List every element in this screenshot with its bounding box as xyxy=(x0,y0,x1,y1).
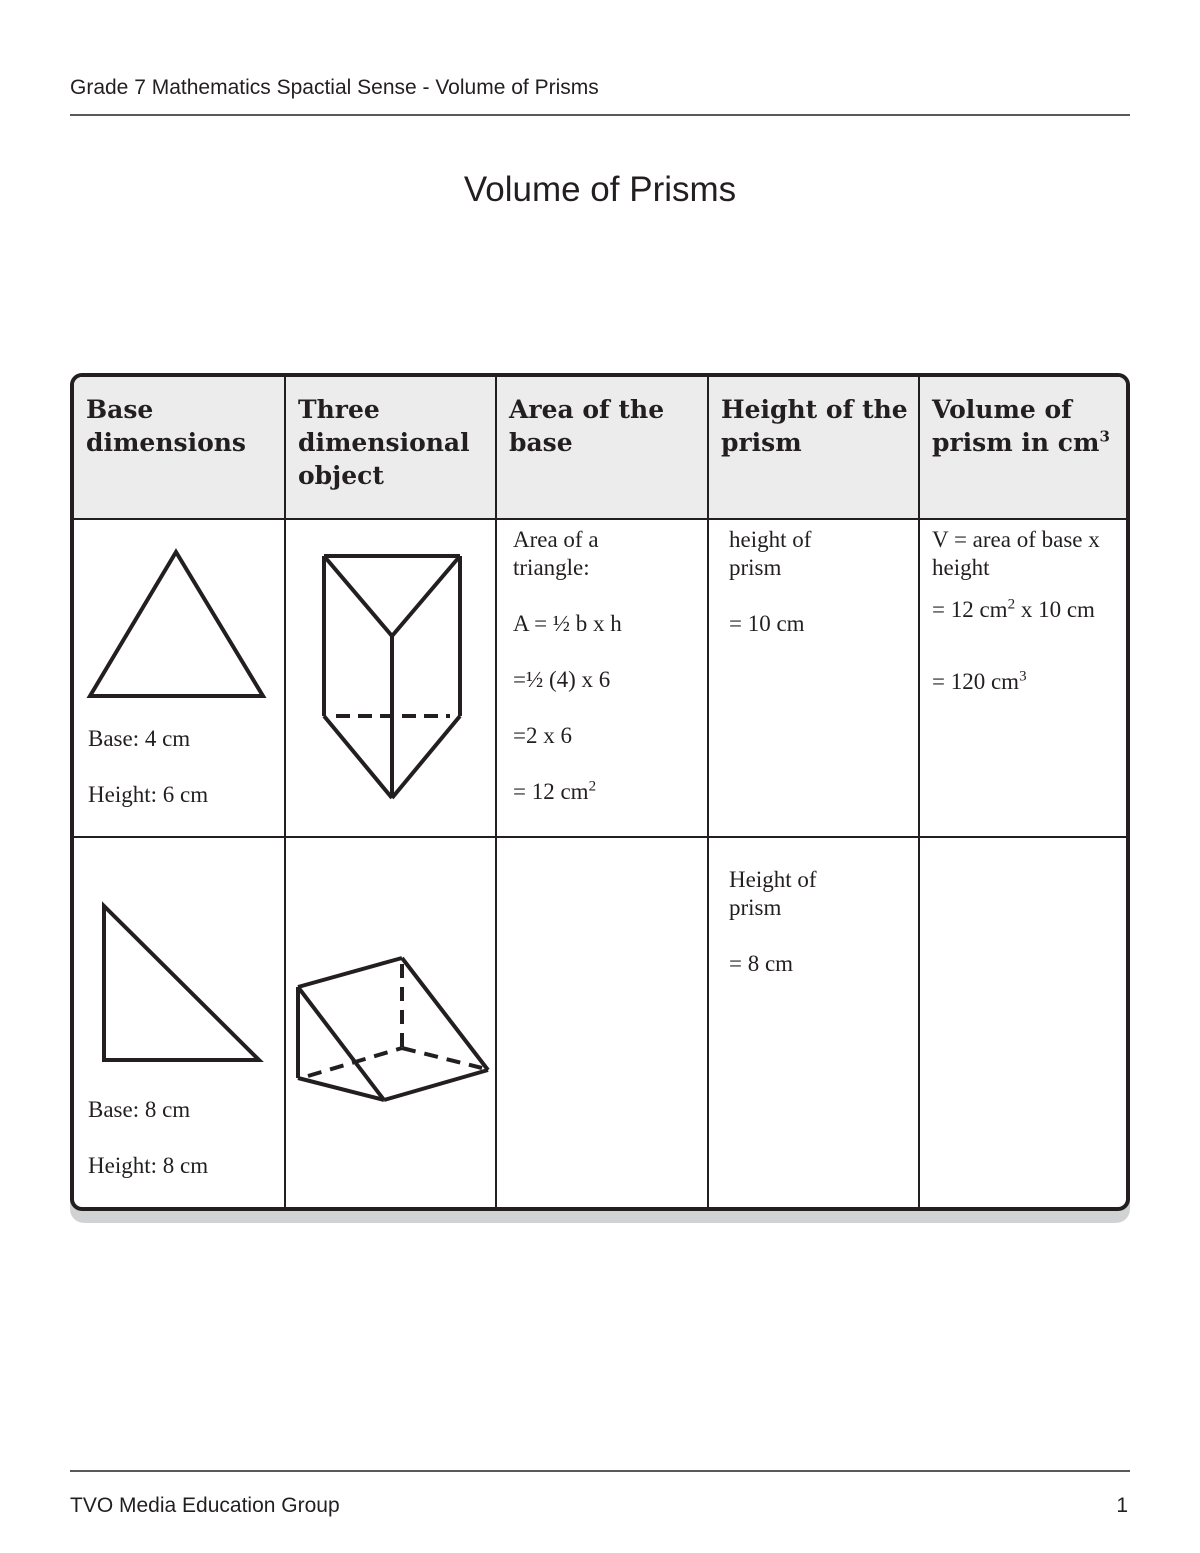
running-header: Grade 7 Mathematics Spactial Sense - Volume of Prisms xyxy=(70,76,599,99)
object-cell xyxy=(285,519,496,837)
volume-result-exponent: 3 xyxy=(1019,668,1027,685)
area-result-exponent: 2 xyxy=(588,778,597,795)
header-divider xyxy=(70,114,1130,116)
volume-result-text: = 120 cm xyxy=(932,669,1020,694)
footer-publisher: TVO Media Education Group xyxy=(70,1494,340,1517)
base-dimensions-cell xyxy=(74,837,285,1207)
header-volume-text: Volume of prism in cm xyxy=(932,395,1100,457)
prism-height-cell xyxy=(708,837,919,1207)
base-value: Base: 4 cm xyxy=(88,726,191,751)
table-row xyxy=(74,519,1126,837)
upright-triangular-prism-icon xyxy=(286,520,497,820)
volume-formula: V = area of base x height xyxy=(932,527,1100,580)
base-dimensions-cell xyxy=(74,519,285,837)
height-value: Height: 8 cm xyxy=(88,1153,209,1178)
volume-step-exponent: 2 xyxy=(1007,596,1016,613)
base-value: Base: 8 cm xyxy=(88,1097,191,1122)
table-row xyxy=(74,837,1126,1207)
header-3d-object: Three dimensional object xyxy=(285,377,496,519)
equilateral-triangle-icon xyxy=(74,520,285,710)
volume-step xyxy=(932,596,1122,624)
prism-height-label: height of prism xyxy=(729,527,812,580)
area-result-text: = 12 cm xyxy=(513,779,589,804)
area-line: Area of a triangle: xyxy=(513,527,599,580)
prism-height-value: = 8 cm xyxy=(729,951,794,976)
page-number: 1 xyxy=(1116,1494,1128,1517)
area-step: =½ (4) x 6 xyxy=(513,667,611,692)
prism-height-cell xyxy=(708,519,919,837)
table-header-row xyxy=(74,377,1126,519)
page-title: Volume of Prisms xyxy=(463,170,737,209)
volume-step-text: = 12 cm xyxy=(932,597,1008,622)
volume-result xyxy=(932,668,1122,696)
area-step: =2 x 6 xyxy=(513,723,572,748)
area-cell-empty xyxy=(496,837,708,1207)
volume-cell-empty xyxy=(919,837,1126,1207)
volume-cell xyxy=(919,519,1126,837)
prism-height-value: = 10 cm xyxy=(729,611,805,636)
wedge-triangular-prism-icon xyxy=(286,838,497,1138)
area-formula: A = ½ b x h xyxy=(513,611,622,636)
header-prism-height: Height of the prism xyxy=(708,377,919,519)
footer-divider xyxy=(70,1470,1130,1472)
area-result xyxy=(513,778,697,806)
header-base-dimensions: Base dimensions xyxy=(74,377,285,519)
header-area-of-base: Area of the base xyxy=(496,377,708,519)
header-volume-exponent: 3 xyxy=(1099,427,1110,446)
area-cell xyxy=(496,519,708,837)
right-triangle-icon xyxy=(74,838,285,1078)
volume-table xyxy=(70,373,1130,1211)
prism-height-label: Height of prism xyxy=(729,867,817,920)
object-cell xyxy=(285,837,496,1207)
volume-step-text-2: x 10 cm xyxy=(1015,597,1095,622)
header-volume xyxy=(919,377,1126,519)
height-value: Height: 6 cm xyxy=(88,782,209,807)
